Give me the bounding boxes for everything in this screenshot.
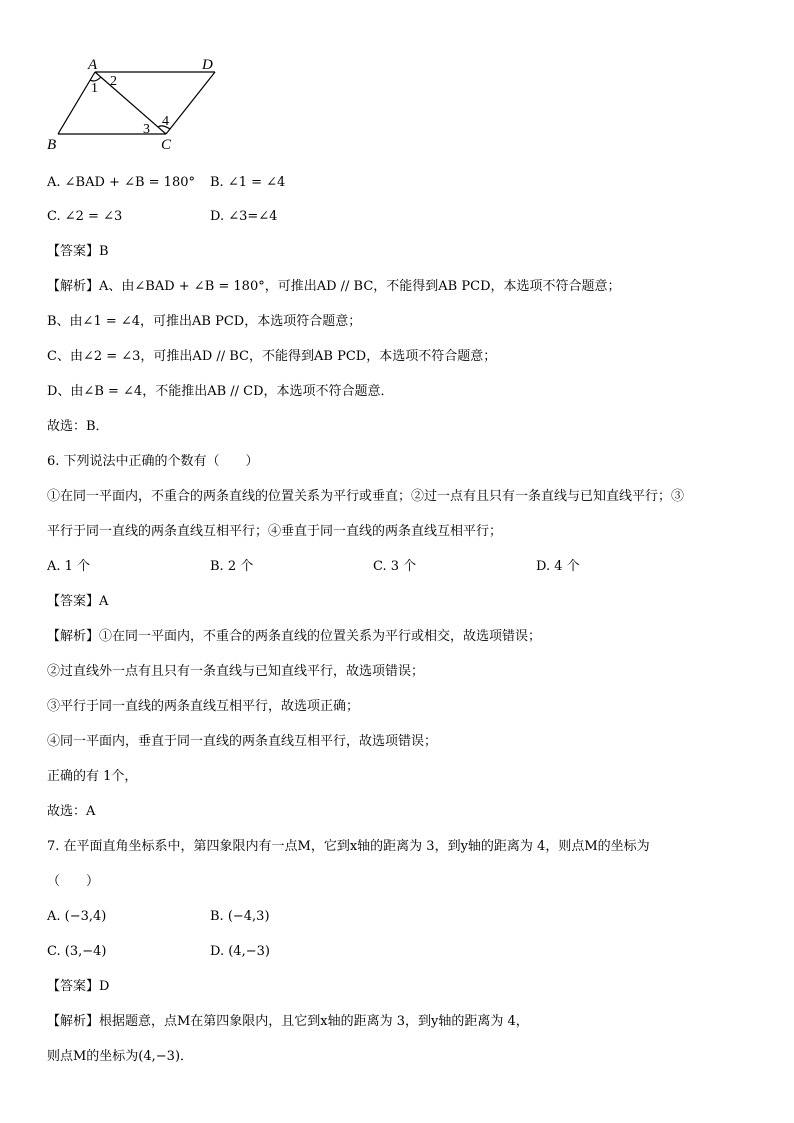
q5-option-b: B. ∠1 = ∠4 [210, 175, 286, 190]
label-angle-1: 1 [91, 81, 98, 96]
q6-explanation-2: ②过直线外一点有且只有一条直线与已知直线平行，故选项错误； [47, 664, 425, 679]
q6-option-b: B. 2 个 [210, 559, 254, 574]
q7-parenthesis: （ ） [47, 874, 100, 889]
q5-option-a: A. ∠BAD + ∠B = 180° [47, 175, 195, 190]
label-angle-2: 2 [110, 74, 117, 89]
q6-question: 6. 下列说法中正确的个数有（ ） [47, 454, 259, 469]
q5-explanation-3: C、由∠2 = ∠3，可推出AD // BC，不能得到AB PCD，本选项不符合题意； [47, 349, 497, 364]
q7-question: 7. 在平面直角坐标系中，第四象限内有一点M，它到x轴的距离为 3，到y轴的距离为 4，则点M的坐标为 [47, 839, 650, 854]
q5-explanation-4: D、由∠B = ∠4，不能推出AB // CD，本选项不符合题意． [47, 384, 394, 399]
q5-explanation-2: B、由∠1 = ∠4，可推出AB PCD，本选项符合题意； [47, 314, 362, 329]
q6-explanation-1: 【解析】①在同一平面内，不重合的两条直线的位置关系为平行或相交，故选项错误； [47, 629, 542, 644]
segment-ab [58, 72, 95, 134]
q6-option-d: D. 4 个 [536, 559, 580, 574]
q6-statements-1: ①在同一平面内，不重合的两条直线的位置关系为平行或垂直；②过一点有且只有一条直线与已知直线平行；③ [47, 489, 685, 504]
diagonal-ac [95, 72, 166, 134]
q6-explanation-4: ④同一平面内，垂直于同一直线的两条直线互相平行，故选项错误； [47, 734, 438, 749]
q5-option-c: C. ∠2 = ∠3 [47, 209, 123, 224]
label-d: D [202, 57, 213, 73]
q6-option-a: A. 1 个 [47, 559, 91, 574]
q7-explanation-1: 【解析】根据题意，点M在第四象限内，且它到x轴的距离为 3，到y轴的距离为 4， [47, 1014, 529, 1029]
label-b: B [47, 137, 57, 153]
q7-answer: 【答案】D [47, 979, 110, 994]
q6-conclusion: 故选：A [47, 804, 96, 819]
q7-option-c: C. (3,−4) [47, 944, 107, 959]
q5-answer: 【答案】B [47, 244, 109, 259]
parallelogram-figure [44, 52, 224, 154]
q6-explanation-5: 正确的有 1个， [47, 769, 138, 784]
q6-answer: 【答案】A [47, 594, 109, 609]
q6-option-c: C. 3 个 [373, 559, 417, 574]
q5-explanation-1: 【解析】A、由∠BAD + ∠B = 180°，可推出AD // BC，不能得到AB PCD，本选项不符合题意； [47, 279, 621, 294]
segment-dc [166, 72, 215, 134]
q7-option-d: D. (4,−3) [210, 944, 270, 959]
q5-option-d: D. ∠3=∠4 [210, 209, 278, 224]
q6-statements-2: 平行于同一直线的两条直线互相平行；④垂直于同一直线的两条直线互相平行； [47, 524, 503, 539]
q5-conclusion: 故选：B． [47, 419, 109, 434]
q7-explanation-2: 则点M的坐标为(4,−3)． [47, 1049, 194, 1064]
q7-option-a: A. (−3,4) [47, 909, 107, 924]
q7-option-b: B. (−4,3) [210, 909, 270, 924]
label-c: C [161, 137, 172, 153]
label-a: A [88, 57, 98, 73]
label-angle-4: 4 [162, 114, 169, 129]
label-angle-3: 3 [143, 122, 150, 137]
q6-explanation-3: ③平行于同一直线的两条直线互相平行，故选项正确； [47, 699, 360, 714]
